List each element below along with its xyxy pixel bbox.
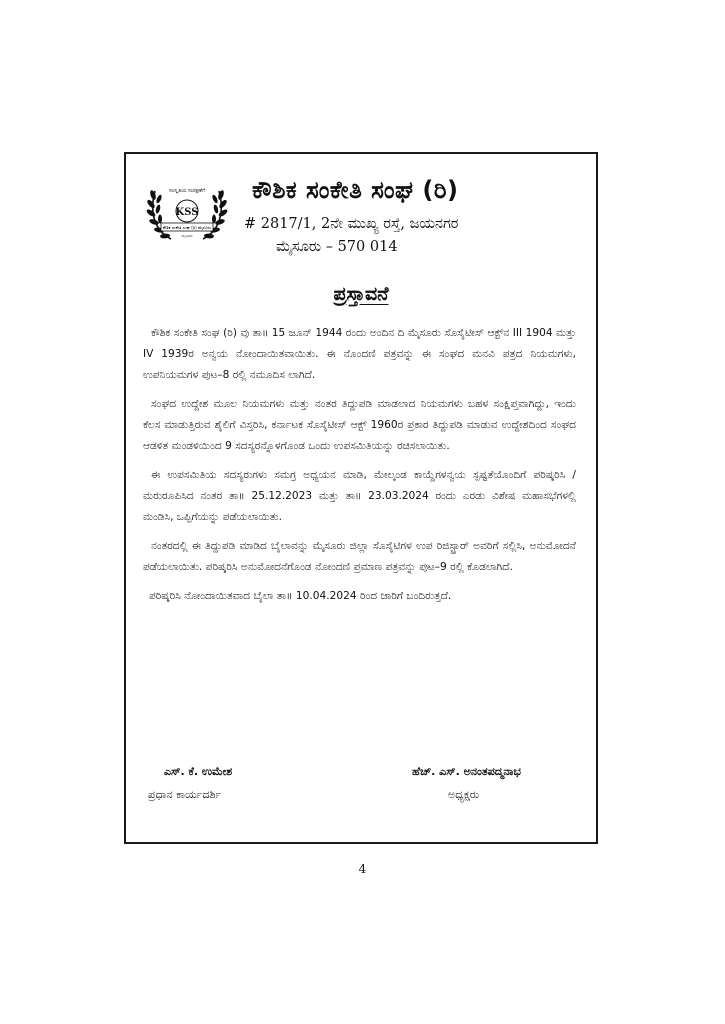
- signatory-role-president: ಅಧ್ಯಕ್ಷರು: [448, 788, 480, 801]
- logo-arc-text: ಸಂಸ್ಕೃತಿಯ ಸಂರಕ್ಷಣೆಗೆ: [169, 188, 205, 194]
- page-number: 4: [358, 862, 367, 876]
- paragraph: ಈ ಉಪಸಮಿತಿಯ ಸದಸ್ಯರುಗಳು ಸಮಗ್ರ ಅಧ್ಯಯನ ಮಾಡಿ, ಮೇಲ್ಕಂಡ ಕಾಯ್ದೆಗಳನ್ವಯ ಸ್ಪಷ್ಟತೆಯೊಂದಿಗೆ ಪರಿಷ್ಕರಿಸಿ / ಮರುರೂಪಿಸಿದ ನಂತರ ತಾ॥ 25.12.2023 ಮತ್ತು ತಾ॥ 23.03.2024 ರಂದು ಎರಡು ವಿಶೇಷ ಮಹಾಸಭೆಗಳಲ್ಲಿ ಮಂಡಿಸಿ, ಒಪ್ಪಿಗೆಯನ್ನು ಪಡೆಯಲಾಯಿತು.: [143, 469, 576, 523]
- address-line-2: ಮೈಸೂರು – 570 014: [276, 239, 398, 255]
- signatory-name-president: ಹೆಚ್. ಎಸ್. ಅನಂತಪದ್ಮನಾಭ: [412, 765, 521, 778]
- paragraph: ಪರಿಷ್ಕರಿಸಿ ನೋಂದಾಯಿತವಾದ ಬೈಲಾ ತಾ॥ 10.04.2024 ರಿಂದ ಜಾರಿಗೆ ಬಂದಿರುತ್ತದೆ.: [149, 590, 452, 602]
- logo-emblem-text: KSS: [175, 207, 199, 218]
- document-body: [143, 323, 576, 615]
- logo-ribbon-text: ಕೌಶಿಕ ಸಂಕೇತಿ ಸಂಘ (ರಿ) ಮೈಸೂರು: [162, 225, 212, 230]
- logo-sub-text: ಮೈಸೂರು: [181, 234, 193, 238]
- organization-logo: [141, 179, 233, 247]
- paragraph: ಸಂಘದ ಉದ್ದೇಶ ಮೂಲ ನಿಯಮಗಳು ಮತ್ತು ನಂತರ ತಿದ್ದುಪಡಿ ಮಾಡಲಾದ ನಿಯಮಗಳು ಬಹಳ ಸಂಕ್ಷಿಪ್ತವಾಗಿದ್ದು, ಇಂದು ಕೆಲಸ ಮಾಡುತ್ತಿರುವ ಶೈಲಿಗೆ ವಿಸ್ತರಿಸಿ, ಕರ್ನಾಟಕ ಸೊಸೈಟೀಸ್ ಆಕ್ಟ್ 1960ರ ಪ್ರಕಾರ ತಿದ್ದುಪಡಿ ಮಾಡುವ ಉದ್ದೇಶದಿಂದ ಸಂಘದ ಆಡಳಿತ ಮಂಡಳಿಯಿಂದ 9 ಸದಸ್ಯರನ್ನೊಳಗೊಂಡ ಒಂದು ಉಪಸಮಿತಿಯನ್ನು ರಚಿಸಲಾಯಿತು.: [143, 398, 576, 452]
- paragraph: ನಂತರದಲ್ಲಿ ಈ ತಿದ್ದುಪಡಿ ಮಾಡಿದ ಬೈಲಾವನ್ನು ಮೈಸೂರು ಜಿಲ್ಲಾ ಸೊಸೈಟಿಗಳ ಉಪ ರಿಜಿಸ್ಟ್ರಾರ್ ಅವರಿಗೆ ಸಲ್ಲಿಸಿ, ಅನುಮೋದನೆ ಪಡೆಯಲಾಯಿತು. ಪರಿಷ್ಕರಿಸಿ ಅನುಮೋದನೆಗೊಂಡ ನೋಂದಣಿ ಪ್ರಮಾಣ ಪತ್ರವನ್ನು ಪುಟ–9 ರಲ್ಲಿ ಕೊಡಲಾಗಿದೆ.: [143, 540, 576, 573]
- address-line-1: # 2817/1, 2ನೇ ಮುಖ್ಯ ರಸ್ತೆ, ಜಯನಗರ: [244, 216, 459, 232]
- organization-title: ಕೌಶಿಕ ಸಂಕೇತಿ ಸಂಘ (ರಿ): [252, 176, 459, 204]
- signatory-name-secretary: ಎಸ್. ಕೆ. ಉಮೇಶ: [164, 765, 233, 778]
- paragraph: ಕೌಶಿಕ ಸಂಕೇತಿ ಸಂಘ (ರಿ) ವು ತಾ॥ 15 ಜೂನ್ 1944 ರಂದು ಅಂದಿನ ದಿ ಮೈಸೂರು ಸೊಸೈಟೀಸ್ ಆಕ್ಟ್‌ನ III 1904 ಮತ್ತು IV 1939ರ ಅನ್ವಯ ನೋಂದಾಯಿತವಾಯಿತು. ಈ ನೊಂದಣಿ ಪತ್ರವನ್ನು ಈ ಸಂಘದ ಮನವಿ ಪತ್ರದ ನಿಯಮಗಳು, ಉಪನಿಯಮಗಳ ಪುಟ–8 ರಲ್ಲಿ ನಮೂದಿಸ ಲಾಗಿದೆ.: [143, 327, 576, 381]
- signatory-role-secretary: ಪ್ರಧಾನ ಕಾರ್ಯದರ್ಶಿ: [148, 788, 222, 801]
- document-heading: ಪ್ರಸ್ತಾವನೆ: [333, 283, 389, 305]
